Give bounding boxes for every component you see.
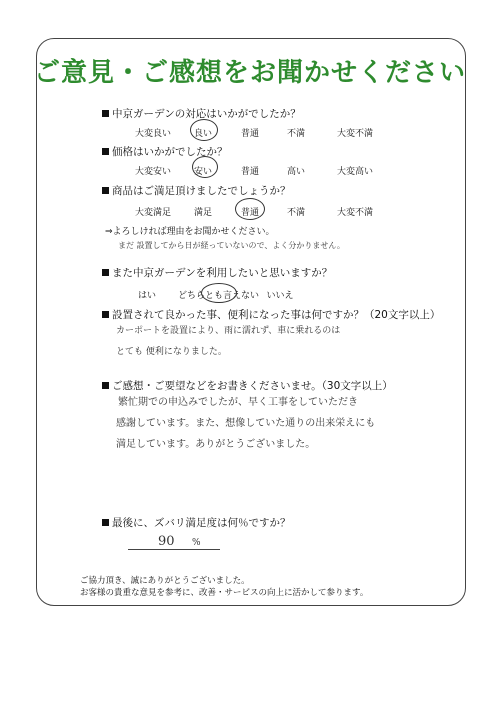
question-7-label: 最後に、ズバリ満足度は何％ですか？ bbox=[112, 517, 291, 529]
q1-option-3[interactable]: 普通 bbox=[240, 129, 259, 139]
footer-note: お客様の貴重な意見を参考に、改善・サービスの向上に活かして参ります。 bbox=[80, 588, 369, 598]
q2-option-4[interactable]: 高い bbox=[286, 167, 305, 177]
answer-circle-mark bbox=[201, 283, 237, 303]
q3-option-2[interactable]: 満足 bbox=[193, 208, 212, 218]
bullet-square-icon bbox=[102, 187, 109, 194]
question-5-label: 設置されて良かった事、便利になった事は何ですか？（20文字以上） bbox=[112, 309, 441, 321]
q5-answer-line-1: カーポートを設置により、雨に濡れず、車に乗れるのは bbox=[116, 326, 341, 336]
question-2-label: 価格はいかがでしたか？ bbox=[112, 146, 228, 158]
q2-option-3[interactable]: 普通 bbox=[240, 167, 259, 177]
q4-option-2[interactable]: どちらとも言えない bbox=[178, 291, 260, 301]
bullet-square-icon bbox=[102, 148, 109, 155]
q4-option-1[interactable]: はい bbox=[137, 291, 156, 301]
bullet-square-icon bbox=[102, 382, 109, 389]
footer-thanks: ご協力頂き、誠にありがとうございました。 bbox=[80, 576, 250, 586]
question-6 bbox=[102, 378, 393, 393]
q1-option-4[interactable]: 不満 bbox=[286, 129, 305, 139]
question-5 bbox=[102, 307, 440, 322]
q3-option-1[interactable]: 大変満足 bbox=[134, 208, 171, 218]
q3-option-5[interactable]: 大変不満 bbox=[336, 208, 373, 218]
question-4-label: また中京ガーデンを利用したいと思いますか？ bbox=[112, 267, 333, 279]
answer-circle-mark bbox=[192, 156, 218, 178]
q1-option-5[interactable]: 大変不満 bbox=[336, 129, 373, 139]
question-4 bbox=[102, 265, 332, 280]
question-1-label: 中京ガーデンの対応はいかがでしたか？ bbox=[112, 108, 301, 120]
bullet-square-icon bbox=[102, 269, 109, 276]
bullet-square-icon bbox=[102, 311, 109, 318]
q3-option-4[interactable]: 不満 bbox=[286, 208, 305, 218]
q7-answer-unit: % bbox=[192, 538, 201, 548]
q7-answer-value: 90 bbox=[158, 534, 175, 549]
q3-option-3[interactable]: 普通 bbox=[240, 208, 259, 218]
question-7 bbox=[102, 515, 291, 530]
q6-answer-line-2: 感謝しています。また、想像していた通りの出来栄えにも bbox=[116, 418, 376, 429]
q1-option-2[interactable]: 良い bbox=[193, 129, 212, 139]
q4-option-3[interactable]: いいえ bbox=[266, 291, 294, 301]
question-3 bbox=[102, 183, 291, 198]
survey-title: ご意見・ご感想をお聞かせください bbox=[33, 58, 466, 88]
question-3-label: 商品はご満足頂けましたでしょうか？ bbox=[112, 185, 291, 197]
q3-reason-prompt: ⇒よろしければ理由をお聞かせください。 bbox=[105, 227, 275, 237]
answer-circle-mark bbox=[235, 198, 265, 220]
q6-answer-line-1: 繁忙期での申込みでしたが、早く工事をしていただき bbox=[118, 397, 358, 408]
answer-underline bbox=[128, 549, 220, 550]
q2-option-1[interactable]: 大変安い bbox=[134, 167, 171, 177]
q3-reason-answer: まだ 設置してから日が経っていないので、よく分かりません。 bbox=[118, 241, 345, 250]
question-6-label: ご感想・ご要望などをお書きくださいませ。（30文字以上） bbox=[112, 380, 393, 392]
q5-answer-line-2: とても 便利になりました。 bbox=[116, 347, 227, 357]
q6-answer-line-3: 満足しています。ありがとうございました。 bbox=[116, 439, 316, 450]
answer-circle-mark bbox=[190, 119, 218, 141]
bullet-square-icon bbox=[102, 519, 109, 526]
q2-option-2[interactable]: 安い bbox=[193, 167, 212, 177]
q2-option-5[interactable]: 大変高い bbox=[336, 167, 373, 177]
bullet-square-icon bbox=[102, 110, 109, 117]
q1-option-1[interactable]: 大変良い bbox=[134, 129, 171, 139]
